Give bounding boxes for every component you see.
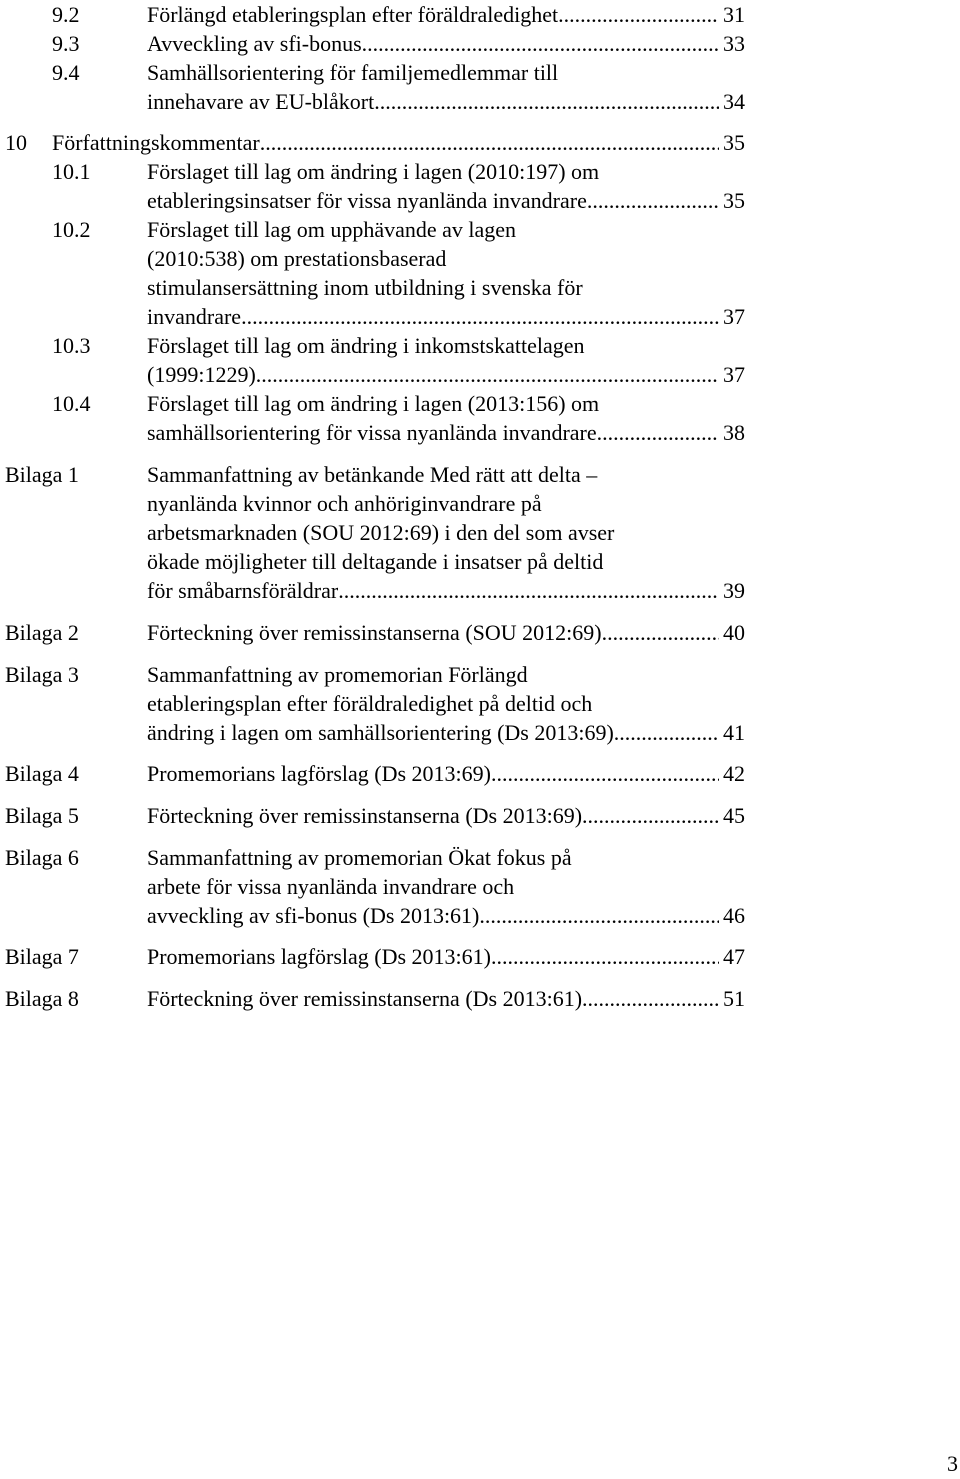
toc-title-text: invandrare xyxy=(147,304,242,329)
toc-title-line: Samhällsorientering för familjemedlemmar till xyxy=(147,60,559,85)
toc-page-number: 46 xyxy=(723,903,745,928)
toc-title-text: ändring i lagen om samhällsorientering (Ds 2013:69) xyxy=(147,720,614,745)
toc-title-line: Förslaget till lag om ändring i inkomstskattelagen xyxy=(147,333,585,358)
toc-number: Bilaga 8 xyxy=(5,986,79,1011)
toc-number: Bilaga 6 xyxy=(5,845,79,870)
toc-page-number: 35 xyxy=(723,130,745,155)
dot-leader xyxy=(256,360,719,389)
toc-title xyxy=(147,942,745,971)
dot-leader xyxy=(241,302,719,331)
toc-page-number: 31 xyxy=(723,2,745,27)
dot-leader xyxy=(362,29,719,58)
toc-page-number: 37 xyxy=(723,304,745,329)
toc-title-line: ökade möjligheter till deltagande i insatser på deltid xyxy=(147,549,604,574)
toc-title-text: Avveckling av sfi-bonus xyxy=(147,31,362,56)
toc-number: 10 xyxy=(5,130,27,155)
toc-number: 10.3 xyxy=(52,333,91,358)
toc-title-line: nyanlända kvinnor och anhöriginvandrare på xyxy=(147,491,542,516)
toc-title-line: Sammanfattning av promemorian Förlängd xyxy=(147,662,528,687)
toc-title-line: Förslaget till lag om upphävande av lagen xyxy=(147,217,517,242)
toc-title-text: Förlängd etableringsplan efter föräldraledighet xyxy=(147,2,559,27)
toc-page-number: 45 xyxy=(723,803,745,828)
toc-page-number: 42 xyxy=(723,761,745,786)
toc-title-line: (2010:538) om prestationsbaserad xyxy=(147,246,447,271)
toc-title xyxy=(147,331,745,389)
toc-page-number: 37 xyxy=(723,362,745,387)
toc-page-number: 51 xyxy=(723,986,745,1011)
toc-number: 10.4 xyxy=(52,391,91,416)
toc-number: 10.1 xyxy=(52,159,91,184)
toc-title xyxy=(147,660,745,747)
toc-title-text: innehavare av EU-blåkort xyxy=(147,89,375,114)
toc-title-text: Promemorians lagförslag (Ds 2013:69) xyxy=(147,761,491,786)
toc-title-text: för småbarnsföräldrar xyxy=(147,578,339,603)
toc-page-number: 40 xyxy=(723,620,745,645)
dot-leader xyxy=(491,942,719,971)
toc-title-text: Förteckning över remissinstanserna (Ds 2013:61) xyxy=(147,986,583,1011)
toc-title xyxy=(147,984,745,1013)
toc-number: 9.2 xyxy=(52,2,80,27)
toc-title-text: Förteckning över remissinstanserna (SOU 2012:69) xyxy=(147,620,602,645)
toc-title-text: etableringsinsatser för vissa nyanlända invandrare xyxy=(147,188,587,213)
toc-title xyxy=(147,801,745,830)
toc-title-text: avveckling av sfi-bonus (Ds 2013:61) xyxy=(147,903,480,928)
toc-title xyxy=(147,157,745,215)
dot-leader xyxy=(587,186,719,215)
toc-number: Bilaga 7 xyxy=(5,944,79,969)
toc-page-number: 38 xyxy=(723,420,745,445)
toc-page-number: 39 xyxy=(723,578,745,603)
toc-title-line: arbetsmarknaden (SOU 2012:69) i den del som avser xyxy=(147,520,615,545)
toc-title xyxy=(147,389,745,447)
toc-title xyxy=(147,215,745,331)
dot-leader xyxy=(374,87,719,116)
toc-number: Bilaga 4 xyxy=(5,761,79,786)
toc-title-line: stimulansersättning inom utbildning i svenska för xyxy=(147,275,583,300)
toc-title xyxy=(147,843,745,930)
dot-leader xyxy=(479,901,719,930)
dot-leader xyxy=(582,801,719,830)
toc-title xyxy=(147,0,745,29)
dot-leader xyxy=(491,759,719,788)
toc-title-line: Förslaget till lag om ändring i lagen (2010:197) om xyxy=(147,159,600,184)
toc-title xyxy=(52,128,745,157)
toc-page-number: 41 xyxy=(723,720,745,745)
toc-page-number: 34 xyxy=(723,89,745,114)
toc-title xyxy=(147,58,745,116)
toc-number: 9.3 xyxy=(52,31,80,56)
toc-page-number: 35 xyxy=(723,188,745,213)
toc-title xyxy=(147,460,745,605)
toc-title-line: arbete för vissa nyanlända invandrare och xyxy=(147,874,515,899)
toc-title-text: samhällsorientering för vissa nyanlända invandrare xyxy=(147,420,597,445)
dot-leader xyxy=(614,718,719,747)
dot-leader xyxy=(260,128,719,157)
dot-leader xyxy=(582,984,719,1013)
dot-leader xyxy=(602,618,719,647)
toc-number: Bilaga 2 xyxy=(5,620,79,645)
toc-title xyxy=(147,618,745,647)
toc-title-text: Promemorians lagförslag (Ds 2013:61) xyxy=(147,944,491,969)
toc-title-text: Författningskommentar xyxy=(52,130,260,155)
dot-leader xyxy=(338,576,719,605)
toc-title-text: (1999:1229) xyxy=(147,362,256,387)
toc-number: 10.2 xyxy=(52,217,91,242)
dot-leader xyxy=(597,418,719,447)
toc-title-line: etableringsplan efter föräldraledighet på deltid och xyxy=(147,691,593,716)
toc-number: Bilaga 3 xyxy=(5,662,79,687)
toc-title-line: Sammanfattning av promemorian Ökat fokus på xyxy=(147,845,572,870)
toc-title xyxy=(147,759,745,788)
toc-number: 9.4 xyxy=(52,60,80,85)
dot-leader xyxy=(558,0,719,29)
toc-title-text: Förteckning över remissinstanserna (Ds 2013:69) xyxy=(147,803,583,828)
toc-page-number: 33 xyxy=(723,31,745,56)
toc-title xyxy=(147,29,745,58)
toc-number: Bilaga 5 xyxy=(5,803,79,828)
toc-page-number: 47 xyxy=(723,944,745,969)
toc-number: Bilaga 1 xyxy=(5,462,79,487)
page-number: 3 xyxy=(947,1451,958,1476)
toc-title-line: Förslaget till lag om ändring i lagen (2013:156) om xyxy=(147,391,600,416)
toc-title-line: Sammanfattning av betänkande Med rätt att delta – xyxy=(147,462,598,487)
